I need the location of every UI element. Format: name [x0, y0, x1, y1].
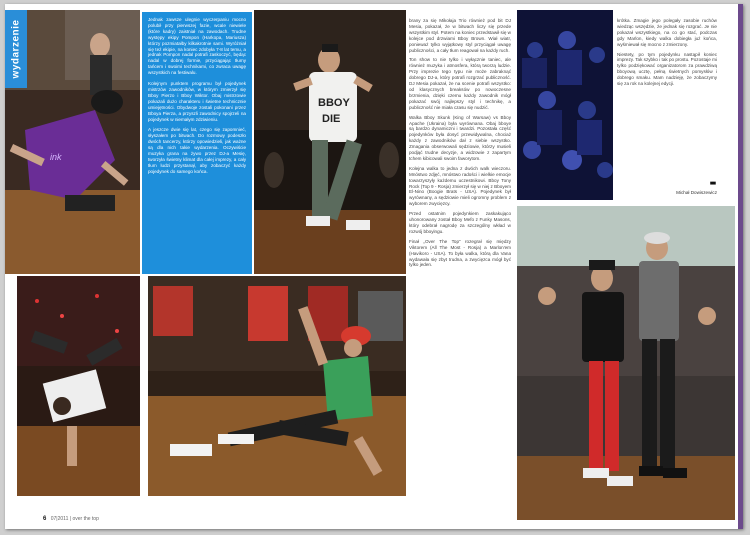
photo-dancer-freeze [17, 276, 140, 496]
paragraph: Niestety, po tym pojedynku nastąpił koniec imprezy. Tak szybko i tak po prostu. Pozostaje mi tylko podziękować organizatorom za prawdziwą bboyową ucztę, pełną świetnych pomysłów i dobrego smaku. Mam nadzieję, że zobaczymy się za rok na kolejnej edycji. [617, 51, 717, 87]
paragraph: Finał „Over The Top” rozegrał się między Viktorem (All The Most - Rosja) a Marlon'em (Havikoro - USA). To była walka, którą dla Vana wydawała się zbyt trudna, a zwycięzca mógł być tylko jeden. [409, 238, 511, 268]
paragraph: A jeszcze dwie się lat, czego się zapomnieć, słyszałem po bitwach. Do rozmowy podeszło dwóch tancerzy, którzy opowiedzieli, jak ważne są dla nich takie wydarzenia. Oczywiście muzyka grana na żywo przez DJ-a Mesię, tworzyła świetny klimat dla całej imprezy, a cały tłum ludzi przystanął, aby zobaczyć każdy pojedynek do samego końca. [148, 127, 246, 174]
paragraph: brany za się Mikołaja Trio również pod bit DJ Mesia, pokazał, że w bitwach liczy się przede wszystkim styl. Potem na koniec przedstawił się w kolejce pod drzwiami Bboy Brown. Wiał wiatr, ponieważ tylko wyjątkowy styl przyciągał uwagę publiczności, a cały tłum reagował na każdy ruch. [409, 18, 511, 53]
photo-dancer-white-shirt [254, 10, 406, 274]
section-label: wydarzenie [10, 19, 22, 79]
paragraph: Ton show to nie tylko i wyłącznie taniec, ale również muzyka i atmosfera, którą tworzą ludzie. Przy imprezie tego typu nie może zabraknąć dobrego DJ-a, który potrafi rozgrzać publiczność. DJ Mesia pokazał, że na scenie potrafi wszystko: od klasycznych breaksów po nowoczesne brzmienia, dzięki czemu każdy zawodnik mógł pokazać swój najlepszy styl i technikę, a publiczność nie miała czasu się nudzić. [409, 57, 511, 110]
photo-two-dancers [517, 206, 735, 520]
page-number: 6 [43, 516, 47, 522]
page-footer [43, 516, 99, 522]
photo-dancer-green-shirt [148, 276, 406, 496]
svg-text:BBOY: BBOY [318, 97, 350, 109]
paragraph: Kolejnym punktem programu był pojedynek mistrzów zawodników, w którym zmierzył się Bboy Pierzo i Bboy Wiktor. Obaj mistrzowie pokazali dużo charakteru i świetne technicznie umiejętności. Obydwoje zostali pokonani przez Bboya Pierza, a przyszli zawodnicy spojrzeli na pojedynek w niemałym zdziwieniu. [148, 81, 246, 122]
issue-label: 07|2011 [50, 516, 69, 522]
magazine-spread [5, 4, 743, 529]
paragraph: Kolejna walka to jedna z dwóch walk wieczoru. Mnóstwo zdjęć, mnóstwo radości i wielkie emocje towarzyszyły każdemu uczestnikowi. Bboy Tony Rock (Top 9 - Rosja) zmierzył się w niej z Bboyem El-Nino (Boogie Brats - USA). Pojedynek był wyrównany, a sędziowie mieli ogromny problem z wyborem zwycięzcy. [409, 165, 511, 207]
svg-text:ink: ink [50, 152, 62, 162]
article-column-4 [617, 18, 717, 198]
svg-text:DIE: DIE [322, 113, 341, 125]
end-mark: ■■ [709, 181, 715, 188]
paragraph: Jednak zawsze ulegnie wyczerpaniu mocno polubił przy pierwszej fazie, wcale niewiele (które kadry) zaistniał na zawodach. Trudne występy ekipy Pompon (Harkopa, Mariusza) którzy pozmiatałby kilkakrotnie sami. Wyróżniał się też ekipie, na koniec zdobyła 7-8 lat temu, a jednak Pompon nadal potrafi zaskoczyć, będąc nadal w dobrej formie, przyciągając tłumy tańcem i swoimi technikami, co zwraca uwagę wszystkich na festiwalu. [148, 17, 246, 76]
paragraph: Walka Bboy Skunk (King of Warsaw) vs Bboy Apache (Ukraina) była wyrównana. Obaj bboye są bardzo dynamiczni i twardzi. Pozostała część pojedynków była dosyć przewidywalna, chociaż każdy z zawodników dał z siebie wszystko. Zmagania obserwowali sędziowie, którzy musieli podjąć trudne decyzje, a widzowie z zapartym tchem kibicowali swoim faworytom. [409, 114, 511, 161]
paragraph: Przed ostatnim pojedynkiem zaskakująco uhonorowany został Bboy Mefo z Funky Masons, który odebrał nagrodę za szczególny wkład w rozwój bboyingu. [409, 211, 511, 234]
photo-crowd [517, 10, 613, 200]
intro-text-box [142, 12, 252, 274]
paragraph: krótka. Zmagie jego polegały zasobie ruchów wiedząc wszędzie, że jednak się rozgrać. Je nie pokazał wszystkiego, na co go stać, podczas gdy Marlon, kiedy walka dobiegła już końca, wyśmiewał się mocno z zmierzony. [617, 18, 717, 47]
footer-separator: | [69, 516, 73, 522]
article-column-3 [409, 18, 511, 518]
author-signature: Michał Dowiszewicz [676, 190, 717, 196]
page-edge-frame [738, 4, 743, 529]
magazine-title: over the top [72, 516, 99, 522]
